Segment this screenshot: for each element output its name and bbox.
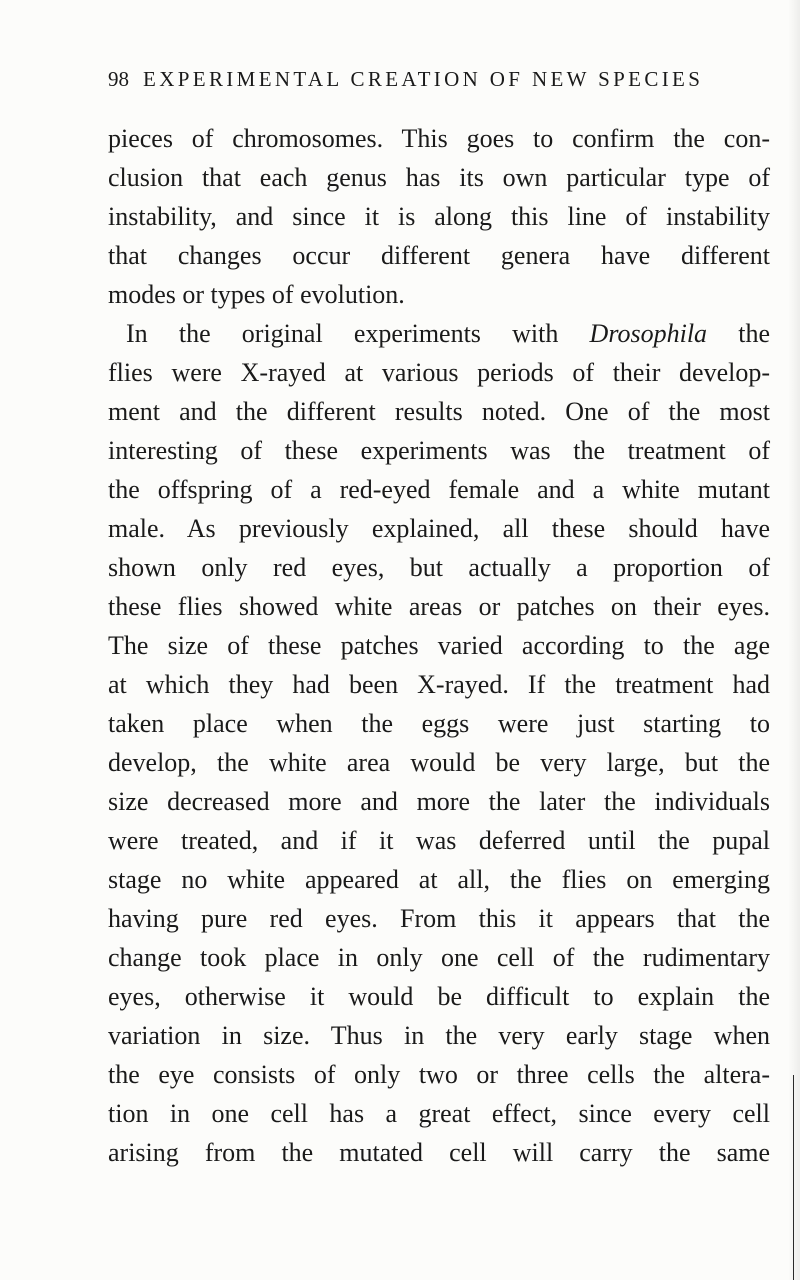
text-run: In the original experiments with	[126, 319, 590, 348]
text-line: develop, the white area would be very large, but the	[108, 748, 770, 777]
text-line: having pure red eyes. From this it appears that the	[108, 904, 770, 933]
text-line: at which they had been X-rayed. If the treatment had	[108, 670, 770, 699]
text-line: flies were X-rayed at various periods of their develop-	[108, 358, 770, 387]
text-line: male. As previously explained, all these should have	[108, 514, 770, 543]
text-run: the	[707, 319, 771, 348]
text-line: the eye consists of only two or three cells the altera-	[108, 1060, 770, 1089]
text-line: the offspring of a red-eyed female and a white mutant	[108, 475, 770, 504]
text-line: taken place when the eggs were just starting to	[108, 709, 770, 738]
text-line: stage no white appeared at all, the flies on emerging	[108, 865, 770, 894]
running-header	[108, 67, 770, 101]
text-line: shown only red eyes, but actually a proportion of	[108, 553, 770, 582]
text-line: interesting of these experiments was the treatment of	[108, 436, 770, 465]
text-line: eyes, otherwise it would be difficult to explain the	[108, 982, 770, 1011]
species-name: Drosophila	[589, 319, 708, 348]
text-line: that changes occur different genera have different	[108, 241, 770, 270]
text-line: these flies showed white areas or patches on their eyes.	[108, 592, 770, 621]
text-line: ment and the different results noted. One of the most	[108, 397, 770, 426]
page-number: 98	[108, 67, 129, 91]
text-line: modes or types of evolution.	[108, 280, 405, 309]
text-line: clusion that each genus has its own particular type of	[108, 163, 770, 192]
text-line: The size of these patches varied according to the age	[108, 631, 770, 660]
text-line: change took place in only one cell of the rudimentary	[108, 943, 770, 972]
text-line: pieces of chromosomes. This goes to confirm the con-	[108, 124, 770, 153]
running-title: EXPERIMENTAL CREATION OF NEW SPECIES	[143, 67, 704, 91]
text-line: variation in size. Thus in the very early stage when	[108, 1021, 770, 1050]
text-line: size decreased more and more the later the individuals	[108, 787, 770, 816]
text-line	[108, 315, 770, 353]
page-edge-shadow	[788, 0, 800, 1280]
page-edge-line	[793, 1075, 794, 1280]
text-line: were treated, and if it was deferred until the pupal	[108, 826, 770, 855]
text-line: instability, and since it is along this line of instability	[108, 202, 770, 231]
text-line: tion in one cell has a great effect, since every cell	[108, 1099, 770, 1128]
text-line: arising from the mutated cell will carry the same	[108, 1138, 770, 1167]
